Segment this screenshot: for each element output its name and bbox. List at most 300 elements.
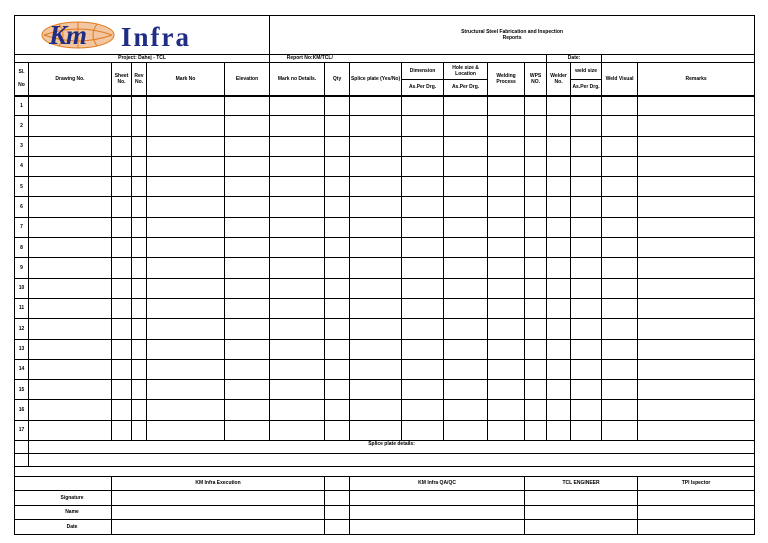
table-cell[interactable] (270, 339, 325, 359)
table-cell[interactable] (325, 136, 350, 156)
table-cell[interactable] (132, 319, 147, 339)
tpi-header: TPI Ispector (638, 477, 755, 491)
table-cell[interactable] (602, 420, 638, 440)
table-cell[interactable] (402, 278, 444, 298)
table-cell[interactable] (350, 278, 402, 298)
table-cell[interactable] (444, 96, 488, 116)
table-cell[interactable] (444, 136, 488, 156)
table-cell[interactable] (350, 177, 402, 197)
table-cell[interactable] (602, 359, 638, 379)
logo-cell (15, 16, 270, 55)
signature-execution-field[interactable] (112, 491, 325, 506)
table-cell[interactable] (325, 258, 350, 278)
table-row (15, 400, 755, 420)
inspection-report-sheet (14, 15, 754, 530)
table-cell[interactable] (325, 238, 350, 258)
table-cell[interactable] (638, 96, 755, 116)
table-cell[interactable] (638, 420, 755, 440)
table-cell[interactable] (602, 278, 638, 298)
table-cell[interactable] (112, 156, 132, 176)
table-cell[interactable] (350, 136, 402, 156)
table-cell[interactable] (547, 217, 571, 237)
table-cell[interactable] (525, 298, 547, 318)
table-cell[interactable] (225, 217, 270, 237)
table-cell[interactable] (350, 298, 402, 318)
table-cell[interactable] (350, 96, 402, 116)
table-cell[interactable] (225, 278, 270, 298)
table-cell[interactable] (147, 278, 225, 298)
table-cell[interactable] (547, 156, 571, 176)
table-cell[interactable] (112, 177, 132, 197)
table-cell[interactable] (444, 359, 488, 379)
table-cell[interactable] (602, 258, 638, 278)
table-cell[interactable] (29, 319, 112, 339)
table-cell[interactable] (444, 298, 488, 318)
table-cell[interactable] (571, 238, 602, 258)
table-cell[interactable] (488, 319, 525, 339)
table-cell[interactable] (147, 380, 225, 400)
table-cell[interactable] (638, 177, 755, 197)
table-cell[interactable] (547, 136, 571, 156)
table-cell[interactable] (147, 197, 225, 217)
table-cell[interactable] (571, 116, 602, 136)
table-cell[interactable] (325, 217, 350, 237)
table-cell[interactable] (147, 136, 225, 156)
table-cell[interactable] (444, 420, 488, 440)
table-cell[interactable] (325, 96, 350, 116)
table-cell[interactable] (525, 96, 547, 116)
table-cell[interactable] (602, 298, 638, 318)
table-cell[interactable] (325, 177, 350, 197)
table-cell[interactable] (525, 136, 547, 156)
table-cell[interactable] (525, 258, 547, 278)
table-cell[interactable] (112, 238, 132, 258)
table-cell[interactable] (225, 359, 270, 379)
table-cell[interactable] (488, 420, 525, 440)
table-cell[interactable] (112, 217, 132, 237)
table-cell[interactable] (602, 238, 638, 258)
table-cell[interactable] (350, 116, 402, 136)
table-cell[interactable] (132, 298, 147, 318)
table-cell[interactable] (29, 400, 112, 420)
table-cell[interactable] (402, 156, 444, 176)
table-cell[interactable] (112, 258, 132, 278)
table-cell[interactable] (147, 177, 225, 197)
signature-qa-field[interactable] (350, 491, 525, 506)
table-cell[interactable] (147, 238, 225, 258)
table-cell[interactable] (147, 258, 225, 278)
date-execution-field[interactable] (112, 520, 325, 535)
table-cell[interactable] (525, 319, 547, 339)
table-cell[interactable] (29, 420, 112, 440)
table-cell[interactable] (402, 339, 444, 359)
table-cell[interactable] (488, 116, 525, 136)
name-qa-field[interactable] (350, 505, 525, 520)
table-cell[interactable] (488, 380, 525, 400)
table-cell[interactable] (225, 380, 270, 400)
table-cell[interactable] (132, 96, 147, 116)
table-cell[interactable] (270, 298, 325, 318)
table-cell[interactable] (525, 339, 547, 359)
table-cell[interactable] (270, 319, 325, 339)
table-cell[interactable] (29, 238, 112, 258)
table-cell[interactable] (488, 156, 525, 176)
table-cell[interactable] (571, 197, 602, 217)
table-cell[interactable] (547, 380, 571, 400)
table-cell[interactable] (488, 400, 525, 420)
table-cell[interactable] (638, 136, 755, 156)
table-cell[interactable] (547, 359, 571, 379)
table-cell[interactable] (525, 278, 547, 298)
table-row (15, 278, 755, 298)
table-cell[interactable] (525, 217, 547, 237)
table-cell[interactable] (638, 197, 755, 217)
table-cell[interactable] (112, 359, 132, 379)
table-cell[interactable] (29, 339, 112, 359)
table-cell[interactable] (571, 258, 602, 278)
row-number: 5 (15, 177, 29, 197)
table-cell[interactable] (488, 339, 525, 359)
table-cell[interactable] (350, 339, 402, 359)
table-cell[interactable] (488, 258, 525, 278)
table-cell[interactable] (402, 420, 444, 440)
project-field: Project: Dahej - TCL (15, 55, 270, 63)
table-cell[interactable] (29, 156, 112, 176)
table-cell[interactable] (571, 278, 602, 298)
table-cell[interactable] (325, 359, 350, 379)
table-cell[interactable] (444, 177, 488, 197)
table-cell[interactable] (402, 298, 444, 318)
table-cell[interactable] (444, 156, 488, 176)
table-cell[interactable] (29, 116, 112, 136)
table-row (15, 339, 755, 359)
table-cell[interactable] (525, 400, 547, 420)
table-cell[interactable] (270, 156, 325, 176)
table-cell[interactable] (547, 278, 571, 298)
table-cell[interactable] (602, 380, 638, 400)
table-cell[interactable] (29, 136, 112, 156)
table-cell[interactable] (325, 339, 350, 359)
table-cell[interactable] (444, 217, 488, 237)
table-cell[interactable] (29, 217, 112, 237)
table-cell[interactable] (29, 359, 112, 379)
table-cell[interactable] (571, 359, 602, 379)
table-cell[interactable] (270, 238, 325, 258)
table-cell[interactable] (350, 319, 402, 339)
table-cell[interactable] (525, 420, 547, 440)
table-cell[interactable] (270, 380, 325, 400)
table-cell[interactable] (638, 319, 755, 339)
table-cell[interactable] (571, 380, 602, 400)
table-cell[interactable] (147, 96, 225, 116)
table-cell[interactable] (325, 298, 350, 318)
table-cell[interactable] (525, 197, 547, 217)
table-cell[interactable] (350, 359, 402, 379)
table-cell[interactable] (225, 258, 270, 278)
table-cell[interactable] (488, 217, 525, 237)
table-cell[interactable] (147, 116, 225, 136)
table-cell[interactable] (638, 380, 755, 400)
table-cell[interactable] (402, 136, 444, 156)
table-cell[interactable] (350, 258, 402, 278)
table-cell[interactable] (547, 319, 571, 339)
table-cell[interactable] (638, 400, 755, 420)
table-cell[interactable] (402, 319, 444, 339)
table-cell[interactable] (112, 136, 132, 156)
signature-tcl-field[interactable] (525, 491, 638, 506)
table-cell[interactable] (225, 339, 270, 359)
table-cell[interactable] (112, 298, 132, 318)
table-cell[interactable] (638, 339, 755, 359)
table-cell[interactable] (444, 238, 488, 258)
table-cell[interactable] (602, 400, 638, 420)
table-cell[interactable] (270, 197, 325, 217)
table-cell[interactable] (638, 238, 755, 258)
table-cell[interactable] (132, 177, 147, 197)
table-cell[interactable] (147, 217, 225, 237)
table-cell[interactable] (444, 278, 488, 298)
table-cell[interactable] (132, 197, 147, 217)
table-cell[interactable] (488, 136, 525, 156)
table-cell[interactable] (638, 258, 755, 278)
table-cell[interactable] (132, 339, 147, 359)
table-cell[interactable] (325, 319, 350, 339)
table-cell[interactable] (525, 238, 547, 258)
table-cell[interactable] (488, 96, 525, 116)
table-cell[interactable] (325, 156, 350, 176)
table-cell[interactable] (602, 116, 638, 136)
name-tpi-field[interactable] (638, 505, 755, 520)
table-cell[interactable] (488, 238, 525, 258)
table-cell[interactable] (270, 258, 325, 278)
table-cell[interactable] (571, 96, 602, 116)
table-cell[interactable] (571, 400, 602, 420)
name-tcl-field[interactable] (525, 505, 638, 520)
table-cell[interactable] (402, 359, 444, 379)
table-cell[interactable] (547, 116, 571, 136)
table-cell[interactable] (325, 116, 350, 136)
table-cell[interactable] (29, 380, 112, 400)
table-cell[interactable] (547, 238, 571, 258)
table-cell[interactable] (571, 177, 602, 197)
table-cell[interactable] (638, 278, 755, 298)
table-cell[interactable] (547, 258, 571, 278)
table-cell[interactable] (225, 156, 270, 176)
table-cell[interactable] (225, 319, 270, 339)
row-number: 10 (15, 278, 29, 298)
table-cell[interactable] (112, 319, 132, 339)
table-cell[interactable] (350, 380, 402, 400)
table-cell[interactable] (132, 136, 147, 156)
table-cell[interactable] (571, 298, 602, 318)
table-cell[interactable] (147, 319, 225, 339)
table-cell[interactable] (112, 380, 132, 400)
table-cell[interactable] (638, 116, 755, 136)
table-cell[interactable] (270, 420, 325, 440)
table-cell[interactable] (132, 420, 147, 440)
table-cell[interactable] (112, 197, 132, 217)
table-cell[interactable] (270, 359, 325, 379)
table-cell[interactable] (547, 420, 571, 440)
table-cell[interactable] (112, 400, 132, 420)
table-cell[interactable] (547, 400, 571, 420)
table-cell[interactable] (270, 400, 325, 420)
table-cell[interactable] (132, 156, 147, 176)
table-cell[interactable] (444, 258, 488, 278)
table-cell[interactable] (402, 238, 444, 258)
table-cell[interactable] (402, 400, 444, 420)
table-cell[interactable] (112, 96, 132, 116)
table-cell[interactable] (270, 116, 325, 136)
table-cell[interactable] (132, 400, 147, 420)
table-cell[interactable] (325, 278, 350, 298)
table-cell[interactable] (147, 339, 225, 359)
table-cell[interactable] (350, 420, 402, 440)
table-cell[interactable] (132, 380, 147, 400)
table-cell[interactable] (602, 156, 638, 176)
table-cell[interactable] (112, 420, 132, 440)
table-cell[interactable] (602, 339, 638, 359)
table-cell[interactable] (602, 136, 638, 156)
table-cell[interactable] (547, 197, 571, 217)
table-cell[interactable] (225, 177, 270, 197)
table-cell[interactable] (638, 156, 755, 176)
table-cell[interactable] (602, 197, 638, 217)
table-cell[interactable] (132, 116, 147, 136)
table-cell[interactable] (525, 380, 547, 400)
table-cell[interactable] (350, 197, 402, 217)
table-cell[interactable] (132, 359, 147, 379)
table-cell[interactable] (602, 319, 638, 339)
table-cell[interactable] (571, 156, 602, 176)
table-cell[interactable] (132, 238, 147, 258)
table-cell[interactable] (112, 339, 132, 359)
table-cell[interactable] (571, 420, 602, 440)
table-cell[interactable] (525, 177, 547, 197)
table-cell[interactable] (602, 177, 638, 197)
table-cell[interactable] (225, 136, 270, 156)
row-number: 16 (15, 400, 29, 420)
table-cell[interactable] (444, 400, 488, 420)
table-cell[interactable] (350, 400, 402, 420)
table-cell[interactable] (602, 217, 638, 237)
table-cell[interactable] (112, 116, 132, 136)
table-cell[interactable] (602, 96, 638, 116)
table-cell[interactable] (29, 96, 112, 116)
table-cell[interactable] (225, 420, 270, 440)
table-cell[interactable] (29, 197, 112, 217)
table-cell[interactable] (547, 177, 571, 197)
table-cell[interactable] (132, 217, 147, 237)
table-cell[interactable] (325, 400, 350, 420)
table-cell[interactable] (547, 339, 571, 359)
table-cell[interactable] (147, 156, 225, 176)
table-cell[interactable] (147, 400, 225, 420)
table-cell[interactable] (488, 359, 525, 379)
table-cell[interactable] (350, 238, 402, 258)
table-cell[interactable] (270, 217, 325, 237)
table-cell[interactable] (571, 319, 602, 339)
table-cell[interactable] (571, 339, 602, 359)
table-cell[interactable] (132, 278, 147, 298)
table-cell[interactable] (571, 136, 602, 156)
table-cell[interactable] (225, 197, 270, 217)
table-row (15, 380, 755, 400)
table-cell[interactable] (225, 116, 270, 136)
table-cell[interactable] (402, 116, 444, 136)
table-cell[interactable] (488, 278, 525, 298)
table-cell[interactable] (402, 380, 444, 400)
table-cell[interactable] (488, 298, 525, 318)
table-cell[interactable] (270, 177, 325, 197)
table-cell[interactable] (402, 96, 444, 116)
table-cell[interactable] (638, 298, 755, 318)
table-cell[interactable] (225, 96, 270, 116)
table-cell[interactable] (350, 217, 402, 237)
table-cell[interactable] (444, 339, 488, 359)
table-cell[interactable] (402, 197, 444, 217)
table-cell[interactable] (225, 238, 270, 258)
table-cell[interactable] (525, 116, 547, 136)
table-cell[interactable] (638, 359, 755, 379)
table-cell[interactable] (402, 258, 444, 278)
row-number: 2 (15, 116, 29, 136)
table-cell[interactable] (547, 96, 571, 116)
table-cell[interactable] (402, 217, 444, 237)
table-cell[interactable] (488, 197, 525, 217)
table-cell[interactable] (325, 197, 350, 217)
table-cell[interactable] (270, 136, 325, 156)
table-cell[interactable] (525, 359, 547, 379)
table-cell[interactable] (147, 298, 225, 318)
table-cell[interactable] (225, 298, 270, 318)
table-cell[interactable] (29, 278, 112, 298)
table-cell[interactable] (571, 217, 602, 237)
name-execution-field[interactable] (112, 505, 325, 520)
weld-visual-header: Weld Visual (602, 63, 638, 96)
table-cell[interactable] (325, 380, 350, 400)
date-qa-field[interactable] (350, 520, 525, 535)
table-cell[interactable] (325, 420, 350, 440)
table-cell[interactable] (444, 116, 488, 136)
table-cell[interactable] (29, 258, 112, 278)
table-cell[interactable] (29, 177, 112, 197)
date-tcl-field[interactable] (525, 520, 638, 535)
table-cell[interactable] (147, 359, 225, 379)
table-cell[interactable] (270, 278, 325, 298)
table-cell[interactable] (270, 96, 325, 116)
table-cell[interactable] (444, 380, 488, 400)
table-cell[interactable] (444, 197, 488, 217)
table-cell[interactable] (444, 319, 488, 339)
table-cell[interactable] (112, 278, 132, 298)
table-cell[interactable] (29, 298, 112, 318)
table-cell[interactable] (547, 298, 571, 318)
table-cell[interactable] (488, 177, 525, 197)
qa-header: KM Infra QA/QC (350, 477, 525, 491)
name-gap-field (325, 505, 350, 520)
table-cell[interactable] (350, 156, 402, 176)
table-cell[interactable] (132, 258, 147, 278)
signature-tpi-field[interactable] (638, 491, 755, 506)
date-tpi-field[interactable] (638, 520, 755, 535)
table-cell[interactable] (638, 217, 755, 237)
table-cell[interactable] (147, 420, 225, 440)
splice-details-field[interactable] (29, 454, 755, 467)
table-cell[interactable] (225, 400, 270, 420)
table-cell[interactable] (525, 156, 547, 176)
table-cell[interactable] (402, 177, 444, 197)
